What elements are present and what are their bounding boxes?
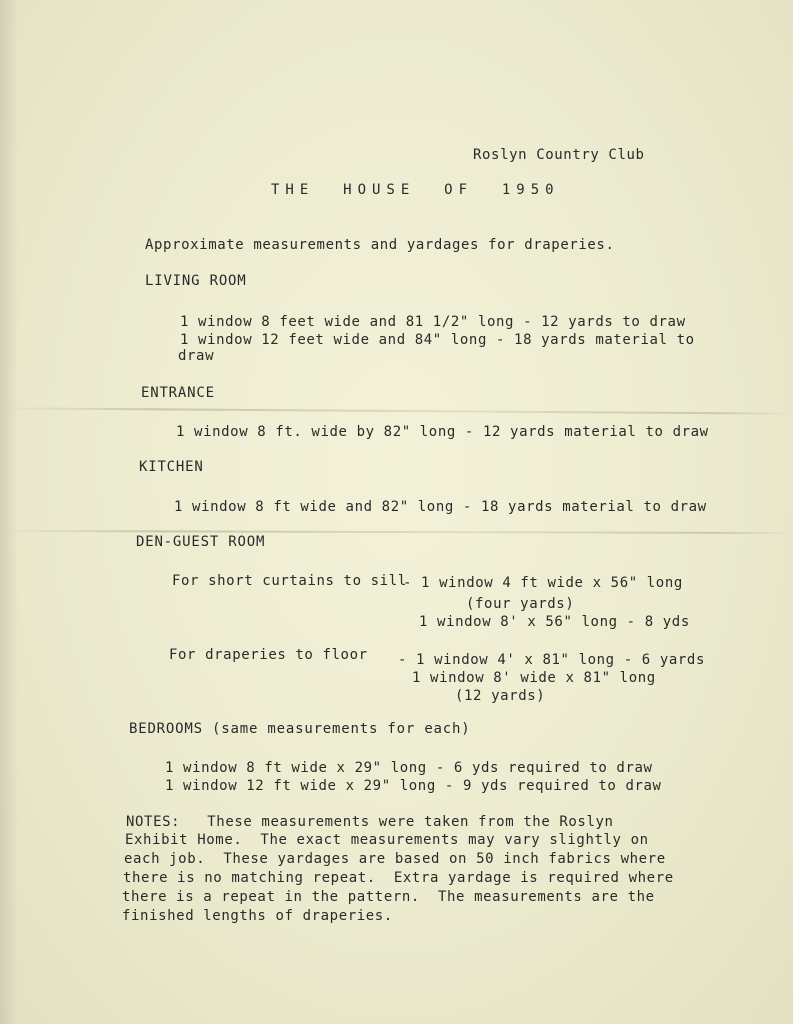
den-floor-line: - 1 window 4' x 81" long - 6 yards [398, 652, 705, 668]
notes-line: Exhibit Home. The exact measurements may vary slightly on [125, 832, 649, 848]
notes-line: each job. These yardages are based on 50 inch fabrics where [124, 851, 666, 867]
notes-line: finished lengths of draperies. [122, 908, 393, 924]
den-floor-line: 1 window 8' wide x 81" long [412, 670, 656, 686]
document-title: THE HOUSE OF 1950 [271, 182, 560, 198]
den-heading: DEN-GUEST ROOM [136, 534, 266, 550]
intro-text: Approximate measurements and yardages for draperies. [145, 237, 615, 253]
den-short-label: For short curtains to sill [172, 573, 407, 589]
notes-line: NOTES: These measurements were taken from the Roslyn [126, 814, 614, 830]
living-room-line: 1 window 12 feet wide and 84" long - 18 yards material to [180, 332, 695, 348]
den-floor-label: For draperies to floor [169, 647, 368, 663]
bedrooms-heading: BEDROOMS (same measurements for each) [129, 721, 471, 737]
entrance-heading: ENTRANCE [141, 385, 215, 401]
entrance-line: 1 window 8 ft. wide by 82" long - 12 yards material to draw [176, 424, 709, 440]
notes-line: there is no matching repeat. Extra yardage is required where [123, 870, 674, 886]
den-short-line: 1 window 8' x 56" long - 8 yds [419, 614, 690, 630]
club-name: Roslyn Country Club [473, 147, 645, 163]
kitchen-line: 1 window 8 ft wide and 82" long - 18 yards material to draw [174, 499, 707, 515]
den-short-line: (four yards) [466, 596, 575, 612]
living-room-line: 1 window 8 feet wide and 81 1/2" long - 12 yards to draw [180, 314, 686, 330]
paper-edge-shadow [0, 0, 18, 1024]
den-short-line: - 1 window 4 ft wide x 56" long [403, 575, 683, 591]
bedrooms-line: 1 window 8 ft wide x 29" long - 6 yds required to draw [165, 760, 653, 776]
notes-line: there is a repeat in the pattern. The measurements are the [122, 889, 655, 905]
living-room-line: draw [178, 348, 215, 364]
paper-fold-upper [0, 407, 793, 415]
living-room-heading: LIVING ROOM [145, 273, 247, 289]
paper-fold-lower [0, 530, 793, 534]
den-floor-line: (12 yards) [455, 688, 546, 704]
bedrooms-line: 1 window 12 ft wide x 29" long - 9 yds required to draw [165, 778, 662, 794]
kitchen-heading: KITCHEN [139, 459, 204, 475]
